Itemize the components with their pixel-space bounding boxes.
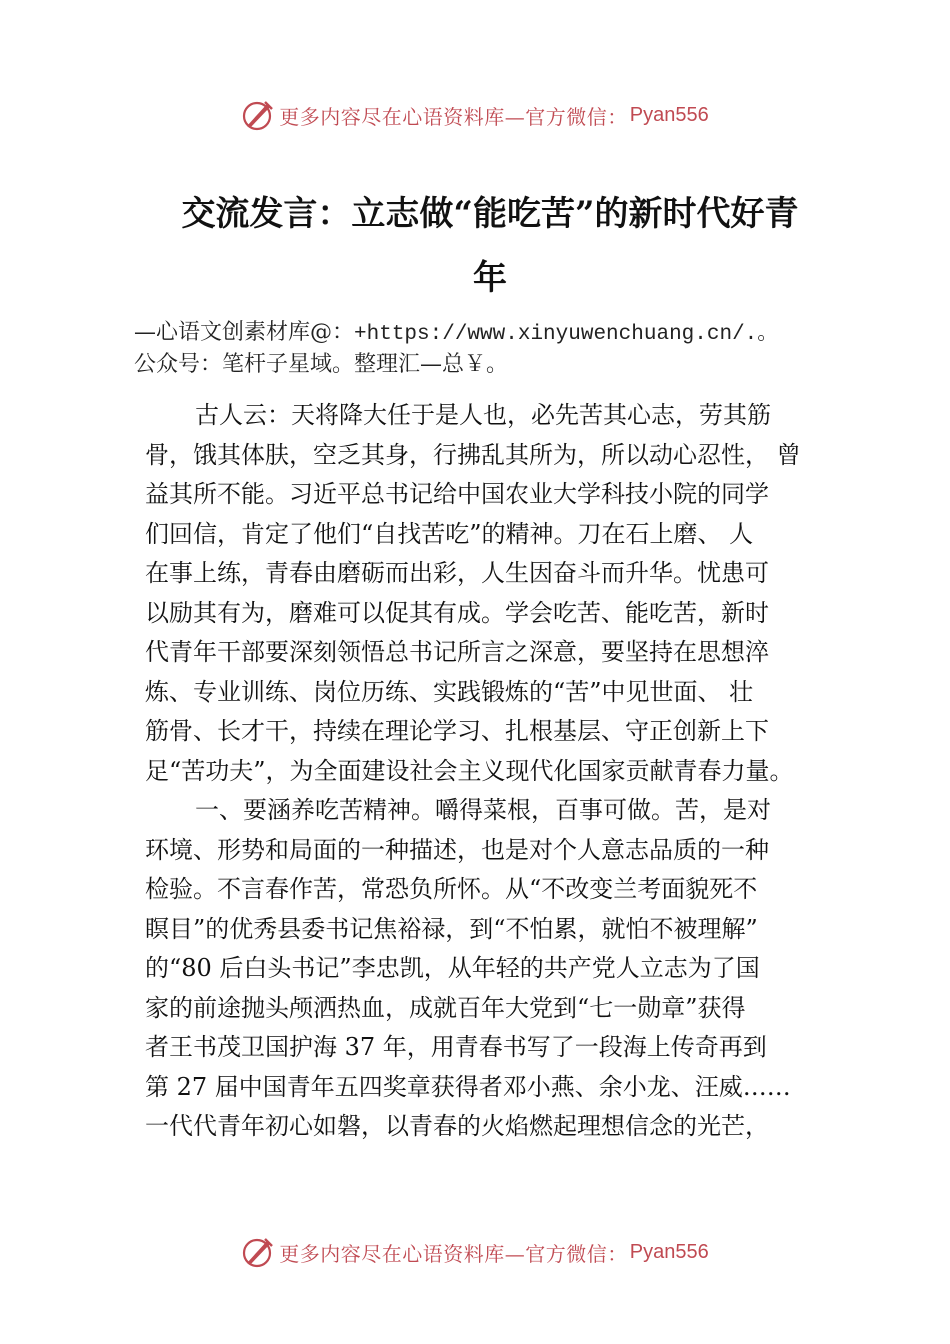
text-line: 筋骨、长才干，持续在理论学习、扎根基层、守正创新上下 bbox=[145, 717, 769, 745]
text-line: 益其所不能。习近平总书记给中国农业大学科技小院的同学 bbox=[145, 480, 769, 508]
section-heading-line: 一、要涵养吃苦精神。嚼得菜根，百事可做。苦，是对 bbox=[195, 796, 771, 824]
text-line: 者王书茂卫国护海 37 年，用青春书写了一段海上传奇再到 bbox=[145, 1033, 767, 1061]
document-body bbox=[145, 396, 820, 1147]
text-line: 家的前途抛头颅洒热血，成就百年大党到“七一勋章”获得 bbox=[145, 993, 746, 1022]
text-line: 古人云：天将降大任于是人也，必先苦其心志，劳其筋 bbox=[195, 401, 771, 429]
title-line-2: 年 bbox=[473, 258, 507, 298]
source-line-2: 公众号：笔杆子星域。整理汇—总￥。 bbox=[134, 352, 509, 377]
footer-wechat-id: Pyan556 bbox=[629, 1240, 709, 1263]
text-line: 代青年干部要深刻领悟总书记所言之深意，要坚持在思想淬 bbox=[145, 638, 769, 666]
text-line: 足“苦功夫”，为全面建设社会主义现代化国家贡献青春力量。 bbox=[145, 756, 794, 785]
text-line: 瞑目”的优秀县委书记焦裕禄，到“不怕累，就怕不被理解” bbox=[145, 914, 758, 943]
footer-banner-text: 更多内容尽在心语资料库—官方微信： bbox=[279, 1241, 628, 1266]
quill-pen-logo-icon bbox=[241, 1235, 275, 1269]
text-line: 们回信，肯定了他们“自找苦吃”的精神。刀在石上磨、 人 bbox=[145, 519, 754, 548]
text-line: 在事上练，青春由磨砺而出彩，人生因奋斗而升华。忧患可 bbox=[145, 559, 769, 587]
text-line: 环境、形势和局面的一种描述，也是对个人意志品质的一种 bbox=[145, 835, 769, 864]
source-url: +https://www.xinyuwenchuang.cn/.。 bbox=[354, 323, 779, 346]
text-line: 炼、专业训练、岗位历练、实践锻炼的“苦”中见世面、 壮 bbox=[145, 677, 754, 706]
text-line: 以励其有为，磨难可以促其有成。学会吃苦、能吃苦，新时 bbox=[145, 598, 769, 627]
banner-text: 更多内容尽在心语资料库—官方微信： bbox=[279, 104, 628, 129]
source-line-1 bbox=[134, 318, 824, 350]
quill-pen-logo-icon bbox=[241, 98, 275, 132]
document-title bbox=[150, 182, 830, 310]
text-line: 检验。不言春作苦，常恐负所怀。从“不改变兰考面貌死不 bbox=[145, 875, 758, 903]
title-line-1: 交流发言：立志做“能吃苦”的新时代好青 bbox=[181, 194, 799, 234]
source-prefix: —心语文创素材库@： bbox=[134, 320, 355, 345]
text-line: 骨，饿其体肤，空乏其身，行拂乱其所为，所以动心忍性， 曾 bbox=[145, 440, 801, 469]
text-line: 第 27 届中国青年五四奖章获得者邓小燕、余小龙、汪威…… bbox=[145, 1072, 791, 1101]
text-line: 的“80 后白头书记”李忠凯，从年轻的共产党人立志为了国 bbox=[145, 954, 760, 982]
source-info bbox=[134, 318, 824, 380]
text-line: 一代代青年初心如磐，以青春的火焰燃起理想信念的光芒， bbox=[145, 1112, 769, 1140]
header-banner bbox=[0, 95, 950, 135]
banner-wechat-id: Pyan556 bbox=[629, 103, 709, 126]
footer-banner bbox=[0, 1232, 950, 1272]
